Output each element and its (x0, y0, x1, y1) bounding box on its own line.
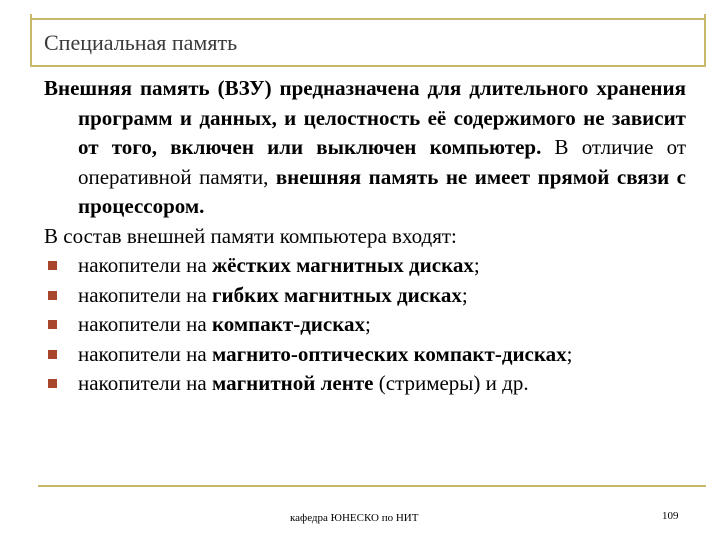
list-item-prefix: накопители на (78, 371, 212, 395)
list-item-bold: гибких магнитных дисках (211, 282, 462, 307)
title-underline-rule (30, 65, 706, 67)
list-item-bold: жёстких магнитных дисках (211, 253, 474, 277)
list-item-suffix: ; (365, 312, 371, 336)
title-frame-left-rule (30, 14, 32, 66)
intro-bold-1: Внешняя память (ВЗУ) предназначена для длительного хранения программ и данных, и целостность её содержимого не зависит от того, включен или выключен компьютер. (44, 76, 686, 159)
title-frame-top-rule (30, 18, 706, 20)
list-item-bold: компакт-дисках (211, 312, 366, 336)
list-item-prefix: накопители на (78, 341, 212, 366)
intro-paragraph (44, 74, 686, 222)
footer-rule (38, 485, 706, 487)
list-item (44, 310, 686, 340)
list-item-bold: магнитной ленте (211, 371, 374, 395)
list-item-suffix: ; (566, 341, 573, 366)
bullet-square-icon (48, 379, 57, 388)
title-frame-right-rule (704, 14, 706, 66)
bullet-square-icon (48, 350, 57, 359)
list-item (44, 281, 686, 311)
lead-sentence: В состав внешней памяти компьютера входят: (44, 223, 457, 248)
footer-department: кафедра ЮНЕСКО по НИТ (290, 512, 419, 524)
list-item-suffix: ; (461, 282, 468, 307)
storage-list (44, 251, 686, 399)
bullet-square-icon (48, 261, 57, 270)
list-item (44, 340, 686, 370)
list-item-suffix: (стримеры) и др. (373, 371, 529, 395)
intro-normal: В отличие от оперативной памяти, (78, 135, 686, 189)
list-item-suffix: ; (473, 253, 480, 277)
list-item-bold: магнито-оптических компакт-дисках (211, 341, 567, 366)
bullet-square-icon (48, 320, 57, 329)
list-item-prefix: накопители на (78, 312, 212, 336)
list-item-prefix: накопители на (78, 282, 212, 307)
bullet-square-icon (48, 291, 57, 300)
list-item (44, 369, 686, 399)
page-number: 109 (662, 510, 679, 522)
list-item (44, 251, 686, 281)
list-item-prefix: накопители на (78, 253, 212, 277)
slide-body (44, 74, 686, 399)
slide-title: Специальная память (44, 30, 238, 55)
intro-bold-2: внешняя память не имеет прямой связи с процессором. (78, 164, 686, 218)
